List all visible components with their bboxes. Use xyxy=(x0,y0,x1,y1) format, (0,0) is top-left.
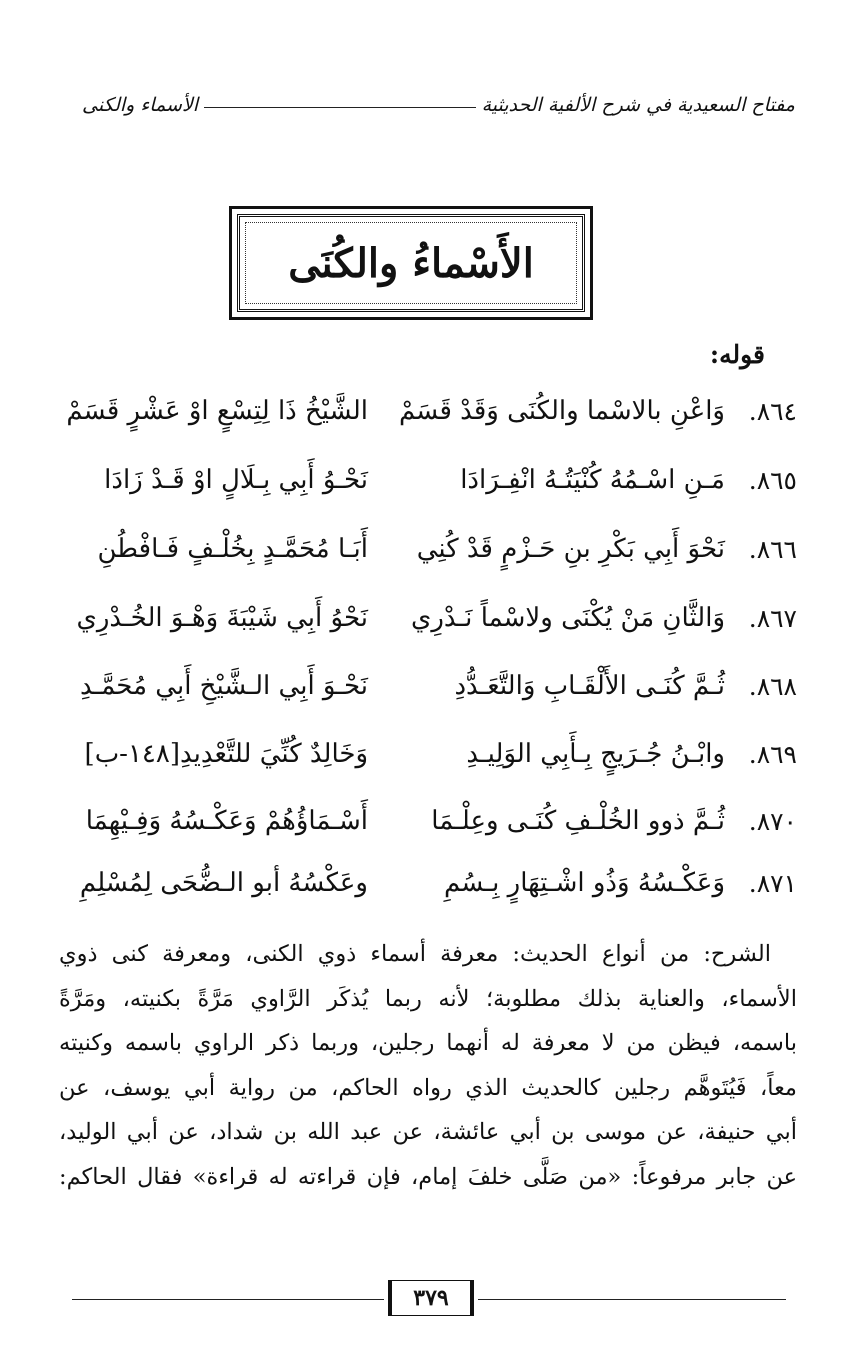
verse-second-hemistich: وَخَالِدٌ كُنِّيَ للتَّعْدِيدِ[١٤٨-ب] xyxy=(84,739,368,769)
verse-line xyxy=(62,729,797,779)
verse-number: ٨٦٦. xyxy=(748,534,797,564)
running-head-book-title: مفتاح السعيدية في شرح الألفية الحديثية xyxy=(481,94,795,116)
verse-number: ٨٦٨. xyxy=(748,671,797,701)
running-head-rule xyxy=(204,107,475,108)
verse-line xyxy=(62,455,797,505)
chapter-title-frame xyxy=(229,206,593,320)
commentary-line: معاً، فَيُتَوهَّم رجلين كالحديث الذي رواه الحاكم، من رواية أبي يوسف، عن xyxy=(59,1074,797,1101)
commentary-line: باسمه، فيظن من لا معرفة له أنهما رجلين، وربما ذكر الراوي باسمه وكنيته xyxy=(59,1030,797,1057)
verse-line xyxy=(62,593,797,643)
verse-first-hemistich: وَالثَّانِ مَنْ يُكْنَى ولاسْماً نَـدْرِي xyxy=(411,603,725,633)
verse-second-hemistich: نَحْوُ أَبِي شَيْبَةَ وَهْـوَ الخُـدْرِي xyxy=(76,603,368,633)
verse-number: ٨٦٩. xyxy=(748,739,797,769)
commentary-line: عن جابر مرفوعاً: «من صَلَّى خلفَ إمام، فإن قراءته له قراءة» فقال الحاكم: xyxy=(59,1163,797,1190)
verse-line xyxy=(62,858,797,908)
verse-line xyxy=(62,796,797,846)
verse-number: ٨٦٥. xyxy=(748,465,797,495)
verse-first-hemistich: ثُـمَّ ذوو الخُلْـفِ كُنَـى وعِلْـمَا xyxy=(431,806,725,836)
commentary xyxy=(59,932,797,1200)
footer-rule-right xyxy=(478,1299,786,1300)
verse-intro: قوله: xyxy=(709,340,765,369)
chapter-title-ornament xyxy=(237,214,585,312)
verse-first-hemistich: نَحْوَ أَبِي بَكْرِ بنِ حَـزْمٍ قَدْ كُنِي xyxy=(416,534,725,564)
commentary-line: أبي حنيفة، عن موسى بن أبي عائشة، عن عبد الله بن شداد، عن أبي الوليد، xyxy=(59,1119,797,1146)
verse-number: ٨٧٠. xyxy=(748,806,797,836)
verse-number: ٨٦٤. xyxy=(748,396,797,426)
verse-line xyxy=(62,386,797,436)
page-number: ٣٧٩ xyxy=(388,1280,474,1316)
verse-number: ٨٦٧. xyxy=(748,603,797,633)
verse-line xyxy=(62,661,797,711)
commentary-line: الأسماء، والعناية بذلك مطلوبة؛ لأنه ربما يُذكَر الرَّاوي مَرَّةً بكنيته، ومَرَّةً xyxy=(59,985,797,1012)
verse-second-hemistich: الشَّيْخُ ذَا لِتِسْعٍ اوْ عَشْرٍ قَسَمْ xyxy=(66,396,368,426)
verse-second-hemistich: نَحْـوَ أَبِي الـشَّيْخِ أَبِي مُحَمَّـدِ xyxy=(80,671,368,701)
verse-number: ٨٧١. xyxy=(748,868,797,898)
footer-rule-left xyxy=(72,1299,384,1300)
verse-second-hemistich: أَسْـمَاؤُهُمْ وَعَكْـسُهُ وَفِـيْهِمَا xyxy=(85,806,368,836)
verse-first-hemistich: ثُـمَّ كُنَـى الأَلْقَـابِ وَالتَّعَـدُّدِ xyxy=(454,671,725,701)
verse-first-hemistich: وَاعْنِ بالاسْما والكُنَى وَقَدْ قَسَمْ xyxy=(398,396,725,426)
commentary-line: الشرح: من أنواع الحديث: معرفة أسماء ذوي الكنى، ومعرفة كنى ذوي xyxy=(59,941,772,967)
verse-first-hemistich: وابْـنُ جُـرَيجٍ بِـأَبِي الوَلِيـدِ xyxy=(466,739,725,769)
commentary-label: الشرح: xyxy=(703,941,772,967)
running-head xyxy=(82,82,795,116)
verse-first-hemistich: مَـنِ اسْـمُهُ كُنْيَتُـهُ انْفِـرَادَا xyxy=(460,465,725,495)
verse-second-hemistich: أَبَـا مُحَمَّـدٍ بِخُلْـفٍ فَـافْطُنِ xyxy=(97,534,368,564)
verse-first-hemistich: وَعَكْـسُهُ وَذُو اشْـتِهَارٍ بِـسُمِ xyxy=(444,868,725,898)
verse-second-hemistich: وعَكْسُهُ أبو الـضُّحَى لِمُسْلِمِ xyxy=(79,868,368,898)
running-head-chapter: الأسماء والكنى xyxy=(82,94,199,116)
verse-second-hemistich: نَحْـوُ أَبِي بِـلَالٍ اوْ قَـدْ زَادَا xyxy=(104,465,368,495)
chapter-title: الأَسْماءُ والكُنَى xyxy=(288,239,534,287)
verse-line xyxy=(62,524,797,574)
